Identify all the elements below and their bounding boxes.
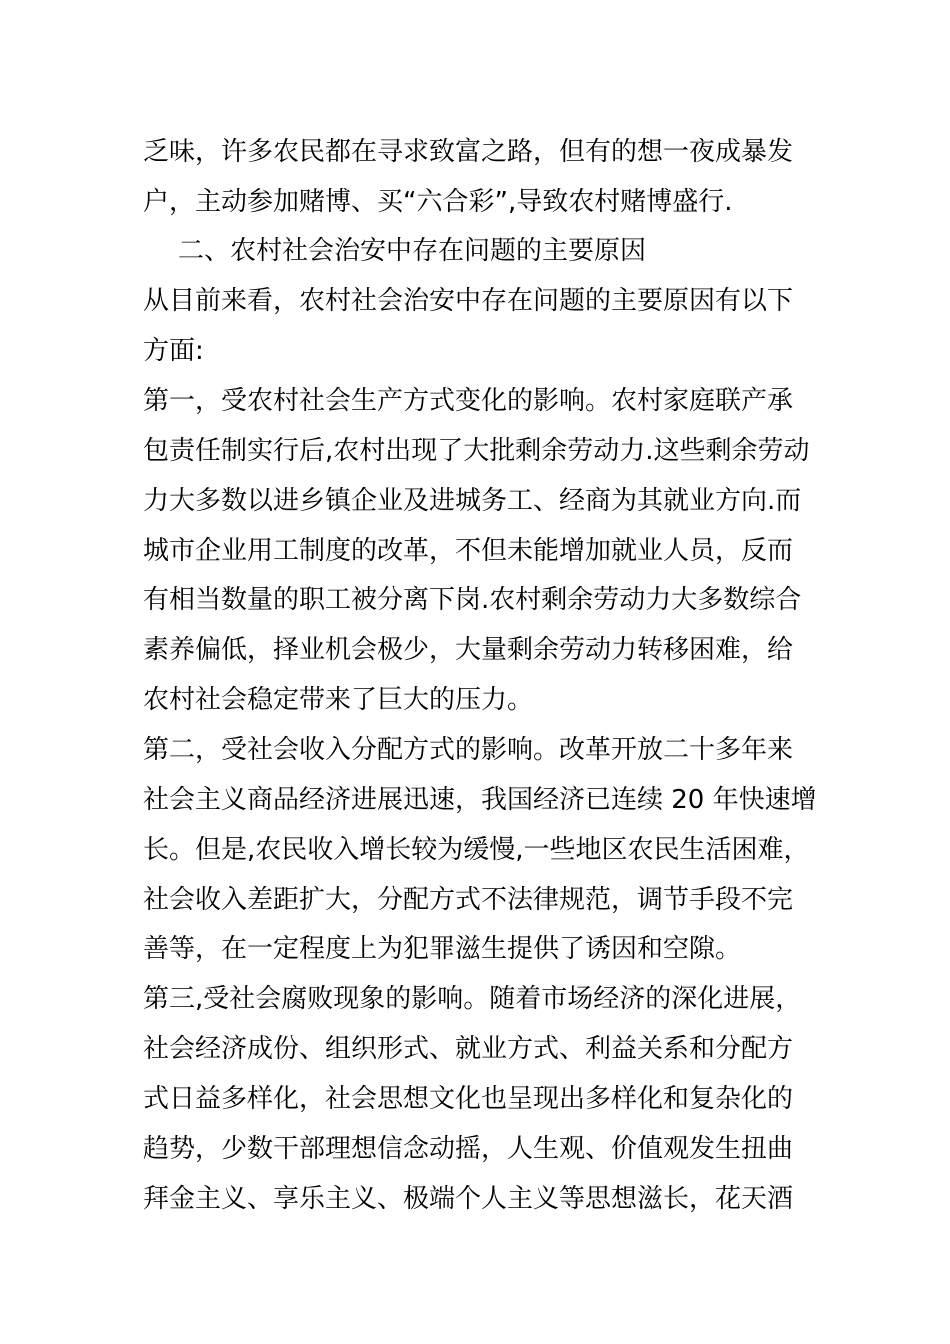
- text-line: 拜金主义、享乐主义、极端个人主义等思想滋长，花天酒: [143, 1184, 794, 1214]
- text-line: 从目前来看，农村社会治安中存在问题的主要原因有以下: [143, 286, 794, 316]
- text-line: 有相当数量的职工被分离下岗.农村剩余劳动力大多数综合: [143, 585, 802, 615]
- text-line: 善等，在一定程度上为犯罪滋生提供了诱因和空隙。: [143, 934, 742, 964]
- text-line: 社会经济成份、组织形式、就业方式、利益关系和分配方: [143, 1034, 794, 1064]
- text-line: 包责任制实行后,农村出现了大批剩余劳动力.这些剩余劳动: [143, 436, 810, 466]
- text-line: 式日益多样化，社会思想文化也呈现出多样化和复杂化的: [143, 1084, 794, 1114]
- text-line: 素养偏低，择业机会极少，大量剩余劳动力转移困难，给: [143, 635, 794, 665]
- text-line: 户，主动参加赌博、买“六合彩”,导致农村赌博盛行.: [143, 187, 733, 217]
- text-line: 第一，受农村社会生产方式变化的影响。农村家庭联产承: [143, 386, 794, 416]
- text-line: 第二，受社会收入分配方式的影响。改革开放二十多年来: [143, 735, 794, 765]
- section-heading: 二、农村社会治安中存在问题的主要原因: [178, 236, 647, 266]
- text-line: 长。但是,农民收入增长较为缓慢,一些地区农民生活困难，: [143, 835, 810, 865]
- text-line: 趋势，少数干部理想信念动摇，人生观、价值观发生扭曲: [143, 1134, 794, 1164]
- text-line: 农村社会稳定带来了巨大的压力。: [143, 685, 534, 715]
- text-line: 城市企业用工制度的改革，不但未能增加就业人员，反而: [143, 536, 794, 566]
- text-line: 方面:: [143, 336, 204, 366]
- text-line: 力大多数以进乡镇企业及进城务工、经商为其就业方向.而: [143, 486, 802, 516]
- text-line: 第三,受社会腐败现象的影响。随着市场经济的深化进展，: [143, 984, 802, 1014]
- text-line: 社会收入差距扩大，分配方式不法律规范，调节手段不完: [143, 885, 794, 915]
- text-line: 乏味，许多农民都在寻求致富之路，但有的想一夜成暴发: [143, 137, 794, 167]
- text-line: 社会主义商品经济进展迅速，我国经济已连续 20 年快速增: [143, 785, 817, 815]
